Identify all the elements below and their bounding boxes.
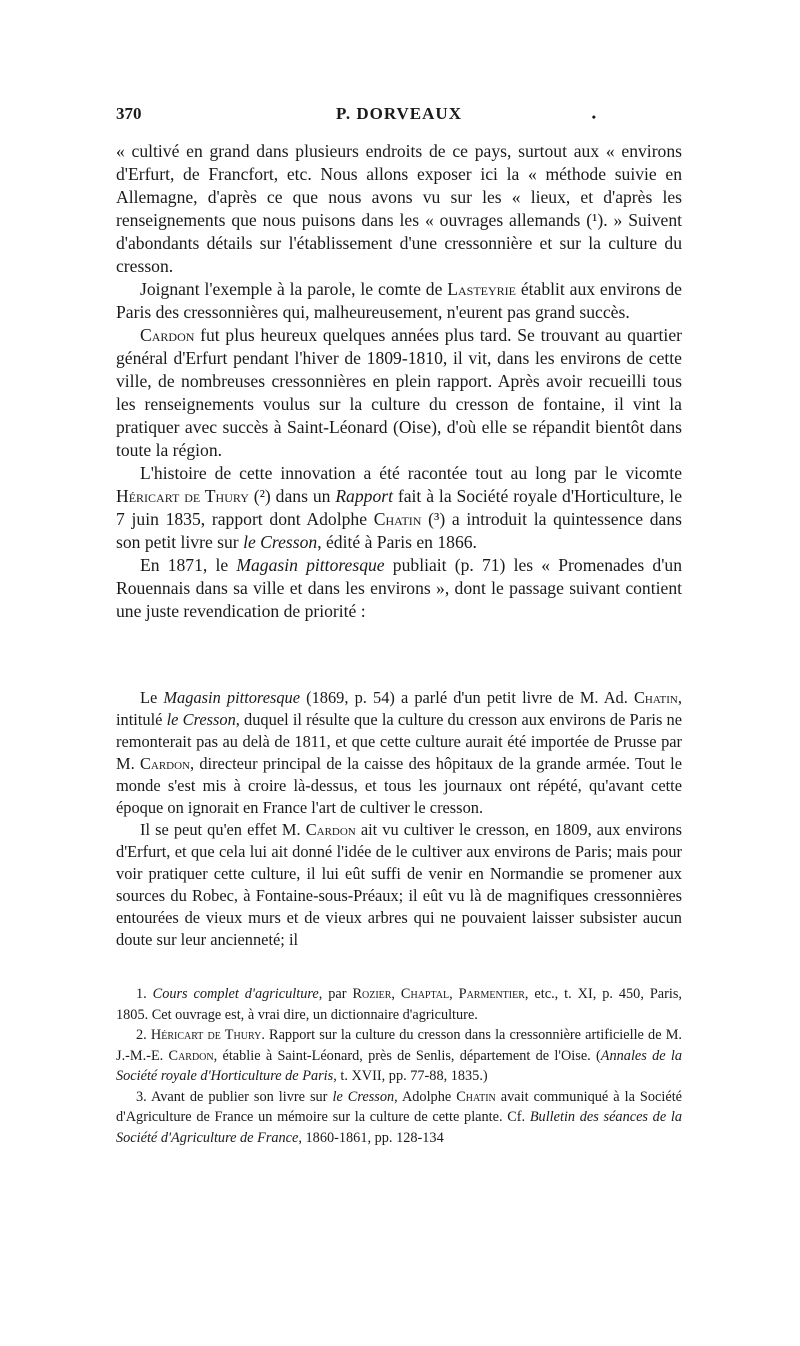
quote-paragraph-2: Il se peut qu'en effet M. Cardon ait vu cultiver le cresson, en 1809, aux environs d'Erfurt, et que cela lui ait donné l'idée de le cultiver aux environs de Paris; mais pour voir pratiquer cette culture, il lui eût suffi de venir en Normandie se promener aux sources du Robec, à Fontaine-sous-Préaux; il eût vu là de magnifiques cressonnières entourées de vieux murs et de vieux arbres qui ne pouvaient laisser subsister aucun doute sur leur ancienneté; il [116,820,682,949]
title-rapport: Rapport [335,486,393,506]
footnotes [116,984,682,1148]
page-number: 370 [116,104,142,123]
page-header [116,100,682,130]
paragraph-5: En 1871, le Magasin pittoresque publiait (p. 71) les « Promenades d'un Rouennais dans sa ville et dans les environs », dont le passage suivant contient une juste revendication de priorité : [116,555,682,621]
main-text [116,140,682,623]
name-hericart: Héricart de Thury [116,486,249,506]
title-magasin: Magasin pittoresque [236,555,385,575]
paragraph-4: L'histoire de cette innovation a été racontée tout au long par le vicomte Héricart de Thury (²) dans un Rapport fait à la Société royale d'Horticulture, le 7 juin 1835, rapport dont Adolphe Chatin (³) a introduit la quintessence dans son petit livre sur le Cresson, édité à Paris en 1866. [116,463,682,552]
footnote-1: 1. Cours complet d'agriculture, par Rozier, Chaptal, Parmentier, etc., t. XI, p. 450, Paris, 1805. Cet ouvrage est, à vrai dire, un dictionnaire d'agriculture. [116,986,683,1023]
running-head: P. DORVEAUX [336,104,462,123]
paragraph-1: « cultivé en grand dans plusieurs endroits de ce pays, surtout aux « environs d'Erfurt, de Francfort, etc. Nous allons exposer ici la « méthode suivie en Allemagne, d'après ce que nous avons vu sur les « lieux, et d'après les renseignements que nous puisons dans les « ouvrages allemands (¹). » Suivent d'abondants détails sur l'établissement d'une cressonnière et sur la culture du cresson. [116,141,682,276]
footnote-2: 2. Héricart de Thury. Rapport sur la culture du cresson dans la cressonnière artificielle de M. J.-M.-E. Cardon, établie à Saint-Léonard, près de Senlis, département de l'Oise. (Annales de la Société royale d'Horticulture de Paris, t. XVII, pp. 77-88, 1835.) [116,1027,682,1084]
title-le-cresson: le Cresson [243,532,318,552]
name-cardon: Cardon [140,325,195,345]
paragraph-2: Joignant l'exemple à la parole, le comte de Lasteyrie établit aux environs de Paris des cressonnières qui, malheureusement, n'eurent pas grand succès. [116,279,682,322]
footnote-3: 3. Avant de publier son livre sur le Cresson, Adolphe Chatin avait communiqué à la Société d'Agriculture de France un mémoire sur la culture de cette plante. Cf. Bulletin des séances de la Société d'Agriculture de France, 1860-1861, pp. 128-134 [116,1088,683,1146]
name-chatin: Chatin [373,509,422,529]
name-lasteyrie: Lasteyrie [447,279,516,299]
block-quote [116,687,682,951]
paragraph-3: Cardon fut plus heureux quelques années plus tard. Se trouvant au quartier général d'Erfurt pendant l'hiver de 1809-1810, il vit, dans les environs de cette ville, de nombreuses cressonnières en plein rapport. Après avoir recueilli tous les renseignements voulus sur la culture du cresson de fontaine, il vint la pratiquer avec succès à Saint-Léonard (Oise), d'où elle se répandit bientôt dans toute la région. [116,325,682,460]
quote-paragraph-1: Le Magasin pittoresque (1869, p. 54) a parlé d'un petit livre de M. Ad. Chatin, intitulé le Cresson, duquel il résulte que la culture du cresson aux environs de Paris ne remonterait pas au delà de 1811, et que cette culture aurait été importée de Prusse par M. Cardon, directeur principal de la caisse des hôpitaux de la grande armée. Tout le monde s'est mis à croire là-dessus, et tous les journaux ont répété, qu'avant cette époque on ignorait en France l'art de cultiver le cresson. [116,688,682,817]
header-dot: • [591,110,596,124]
